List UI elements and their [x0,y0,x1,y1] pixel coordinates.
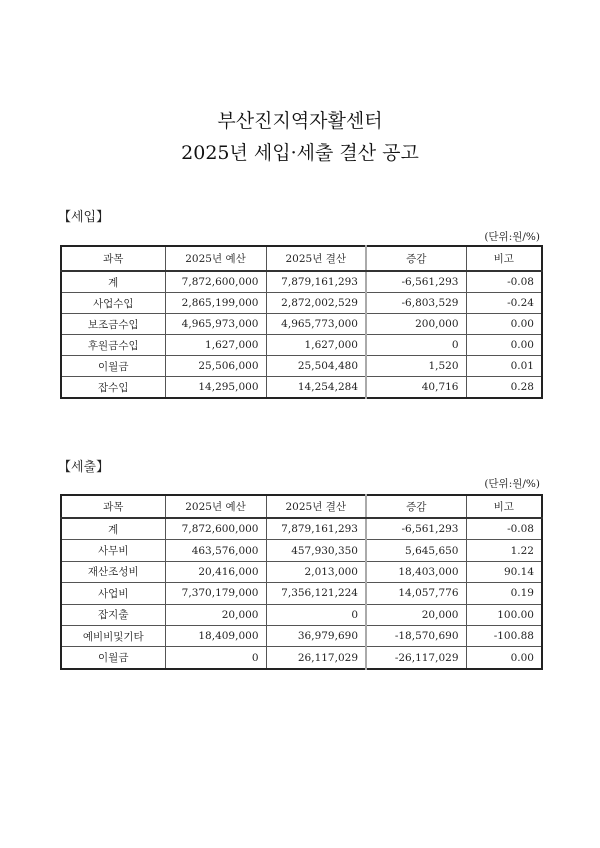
column-header: 과목 [61,246,165,271]
table-cell: 보조금수입 [61,314,165,335]
table-row [61,356,542,377]
table-cell: 18,403,000 [366,561,466,582]
table-cell: 26,117,029 [266,647,366,669]
table-cell: 18,409,000 [165,625,266,646]
table-row [61,647,542,669]
table-header-row [61,495,542,518]
table-row [61,518,542,540]
income-section-label: 【세입】 [58,210,110,225]
income-unit-label: (단위:원/%) [484,231,540,243]
table-cell: 0.01 [466,356,542,377]
table-cell: 36,979,690 [266,625,366,646]
column-header: 2025년 결산 [266,495,366,518]
table-cell: 1,627,000 [266,335,366,356]
table-cell: 2,872,002,529 [266,293,366,314]
table-cell: 이월금 [61,356,165,377]
table-row [61,540,542,561]
column-header: 2025년 예산 [165,246,266,271]
table-cell: 0.00 [466,335,542,356]
table-row [61,293,542,314]
table-cell: 1,520 [366,356,466,377]
table-cell: 20,000 [165,604,266,625]
table-cell: 후원금수입 [61,335,165,356]
table-cell: 20,000 [366,604,466,625]
table-cell: 재산조성비 [61,561,165,582]
expense-unit-label: (단위:원/%) [484,478,540,490]
table-cell: 4,965,773,000 [266,314,366,335]
table-cell: 계 [61,518,165,540]
expense-table [60,494,543,670]
table-cell: 0.28 [466,377,542,399]
table-cell: 14,254,284 [266,377,366,399]
table-cell: 14,295,000 [165,377,266,399]
table-cell: 사업수입 [61,293,165,314]
table-cell: 이월금 [61,647,165,669]
table-cell: 20,416,000 [165,561,266,582]
table-cell: 5,645,650 [366,540,466,561]
table-cell: 25,504,480 [266,356,366,377]
table-cell: -26,117,029 [366,647,466,669]
table-cell: 463,576,000 [165,540,266,561]
table-cell: 7,370,179,000 [165,583,266,604]
table-cell: 1,627,000 [165,335,266,356]
table-cell: 계 [61,271,165,293]
table-cell: 200,000 [366,314,466,335]
table-cell: 90.14 [466,561,542,582]
table-cell: -100.88 [466,625,542,646]
column-header: 2025년 결산 [266,246,366,271]
table-cell: 40,716 [366,377,466,399]
table-row [61,561,542,582]
table-cell: -6,803,529 [366,293,466,314]
table-cell: 7,356,121,224 [266,583,366,604]
table-row [61,335,542,356]
table-cell: -0.08 [466,518,542,540]
table-cell: 2,013,000 [266,561,366,582]
table-cell: 0 [366,335,466,356]
table-cell: 100.00 [466,604,542,625]
document-subtitle: 2025년 세입·세출 결산 공고 [181,142,419,164]
table-cell: -0.08 [466,271,542,293]
document-title: 부산진지역자활센터 [217,110,383,132]
table-cell: 잡지출 [61,604,165,625]
table-cell: 7,879,161,293 [266,271,366,293]
table-row [61,625,542,646]
column-header: 2025년 예산 [165,495,266,518]
table-cell: 7,872,600,000 [165,518,266,540]
table-row [61,377,542,399]
column-header: 증감 [366,495,466,518]
column-header: 비고 [466,495,542,518]
table-header-row [61,246,542,271]
table-row [61,271,542,293]
table-cell: 1.22 [466,540,542,561]
table-row [61,604,542,625]
table-cell: 25,506,000 [165,356,266,377]
table-cell: -18,570,690 [366,625,466,646]
table-cell: 사업비 [61,583,165,604]
table-cell: 0.00 [466,647,542,669]
table-cell: 4,965,973,000 [165,314,266,335]
column-header: 비고 [466,246,542,271]
table-cell: 14,057,776 [366,583,466,604]
income-table [60,245,543,399]
table-cell: 예비비및기타 [61,625,165,646]
table-cell: 0 [165,647,266,669]
table-row [61,583,542,604]
table-cell: 7,879,161,293 [266,518,366,540]
table-cell: 0.19 [466,583,542,604]
table-cell: 2,865,199,000 [165,293,266,314]
column-header: 증감 [366,246,466,271]
table-cell: -0.24 [466,293,542,314]
column-header: 과목 [61,495,165,518]
table-cell: 0 [266,604,366,625]
table-cell: 7,872,600,000 [165,271,266,293]
table-cell: -6,561,293 [366,271,466,293]
table-row [61,314,542,335]
table-cell: 0.00 [466,314,542,335]
expense-section-label: 【세출】 [58,460,110,475]
table-cell: -6,561,293 [366,518,466,540]
table-cell: 사무비 [61,540,165,561]
table-cell: 잡수입 [61,377,165,399]
table-cell: 457,930,350 [266,540,366,561]
